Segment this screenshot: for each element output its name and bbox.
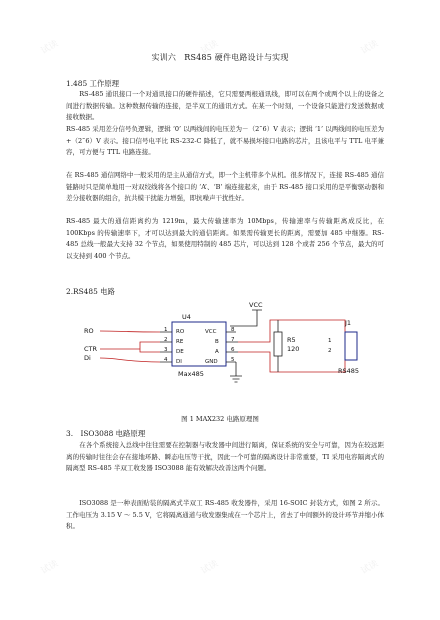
connector-ref: J1	[345, 319, 352, 327]
chip-name: Max485	[178, 370, 204, 378]
section-heading-1: 1.485 工作原理	[66, 79, 120, 88]
wire-ctr	[100, 342, 160, 352]
pin-di: DI	[176, 359, 182, 365]
paragraph: RS-485 通讯接口一个对通讯接口的硬件描述，它只需要两根通讯线，即可以在两个或两个以上的设备之间进行数据传输。这种数据传输的连接，是半双工的通讯方式。在某一个时刻，一个设备只能进行发送数据或接收数据。	[66, 90, 384, 122]
pin-a: A	[215, 349, 219, 355]
chip-ref: U4	[182, 313, 191, 321]
vcc-label: VCC	[249, 301, 263, 309]
watermark: 试读	[359, 38, 381, 57]
section-heading-3: 3. ISO3088 电路原理	[66, 429, 146, 438]
vcc-wire	[230, 310, 262, 326]
watermark: 试读	[359, 558, 381, 577]
signal-di-label: Di	[84, 354, 91, 362]
watermark: 试读	[39, 558, 61, 577]
pin-re: RE	[176, 339, 184, 345]
paragraph: ISO3088 是一种表面贴装的隔离式半双工 RS-485 收发器件，采用 16-SOIC 封装方式，如图 2 所示。工作电压为 3.15 V ～ 5.5 V，它将隔离通道与收发器集成在一个芯片上，省去了中间额外的设计环节并缩小体积。	[66, 499, 384, 531]
paragraph: 在各个系统接入总线中往往需要在控制器与收发器中间进行隔离，保证系统的安全与可靠，因为在较远距离的传输时往往会存在接地环路、瞬态电压等干扰，因此一个可靠的隔离设计非常重要，TI 采用电容隔离式的隔离型 RS-485 半双工收发器 ISO3088 能有效解决改善这两个问题。	[66, 441, 384, 473]
pin-de: DE	[176, 349, 184, 355]
resistor-ref: R5	[287, 336, 296, 344]
page-title: 实训六 RS485 硬件电路设计与实现	[151, 53, 289, 62]
connector-pin-2: 2	[328, 348, 332, 354]
pin-num-2: 2	[164, 337, 168, 343]
signal-ctr-label: CTR	[84, 345, 98, 353]
pin-num-8: 8	[231, 327, 235, 333]
connector-name: RS485	[338, 367, 360, 375]
paragraph: RS-485 最大的通信距离约为 1219m，最大传输速率为 10Mbps，传输速率与传输距离成反比，在 100Kbps 的传输速率下，才可以达到最大的通信距离。如果需传输更长的距离，需要加 485 中继器。RS-485 总线一般最大支持 32 个节点，如果使用特制的 485 芯片，可以达到 128 个或者 256 个节点，最大的可以支持到 400 个节点。	[66, 217, 384, 260]
paragraph: 在 RS-485 通信网络中一般采用的是主从通信方式，即一个主机带多个从机。很多情况下，连接 RS-485 通信链路时只是简单地用一对双绞线将各个接口的 ‘A’、‘B’ 端连接起来，由于 RS-485 接口采用的是平衡驱动器和差分接收器的组合，抗共模干扰能力增强，即抗噪声干扰性好。	[66, 171, 384, 203]
figure-caption: 图 1 MAX232 电路原理图	[181, 415, 259, 423]
signal-ro-label: RO	[84, 327, 94, 335]
pin-num-3: 3	[164, 347, 168, 353]
paragraph: RS-485 采用差分信号负逻辑，逻辑 ‘0’ 以两线间的电压差为－（2˜6）V 表示；逻辑 ‘1’ 以两线间的电压差为+（2˜6）V 表示。接口信号电平比 RS-232-C 降低了，就不易损坏接口电路的芯片，且该电平与 TTL 电平兼容，可方便与 TTL 电路连接。	[66, 125, 384, 157]
section-heading-2: 2.RS485 电路	[66, 287, 115, 296]
wire-ro	[100, 331, 160, 332]
pin-vcc: VCC	[205, 329, 217, 335]
watermark: 试读	[39, 38, 61, 57]
wire-di	[100, 358, 160, 362]
pin-num-4: 4	[164, 357, 168, 363]
pin-b: B	[215, 339, 219, 345]
resistor-r5	[274, 332, 282, 356]
watermark: 试读	[199, 38, 221, 57]
ground-symbol	[230, 362, 242, 382]
watermark: 试读	[199, 558, 221, 577]
pin-ro: RO	[176, 329, 185, 335]
pin-num-6: 6	[231, 347, 235, 353]
resistor-value: 120	[287, 345, 300, 353]
pin-num-5: 5	[231, 357, 235, 363]
connector-pin-1: 1	[328, 338, 332, 344]
pin-num-7: 7	[231, 337, 235, 343]
connector-j1	[345, 332, 357, 360]
pin-num-1: 1	[164, 327, 168, 333]
wire-a	[238, 352, 345, 372]
pin-gnd: GND	[205, 359, 218, 365]
